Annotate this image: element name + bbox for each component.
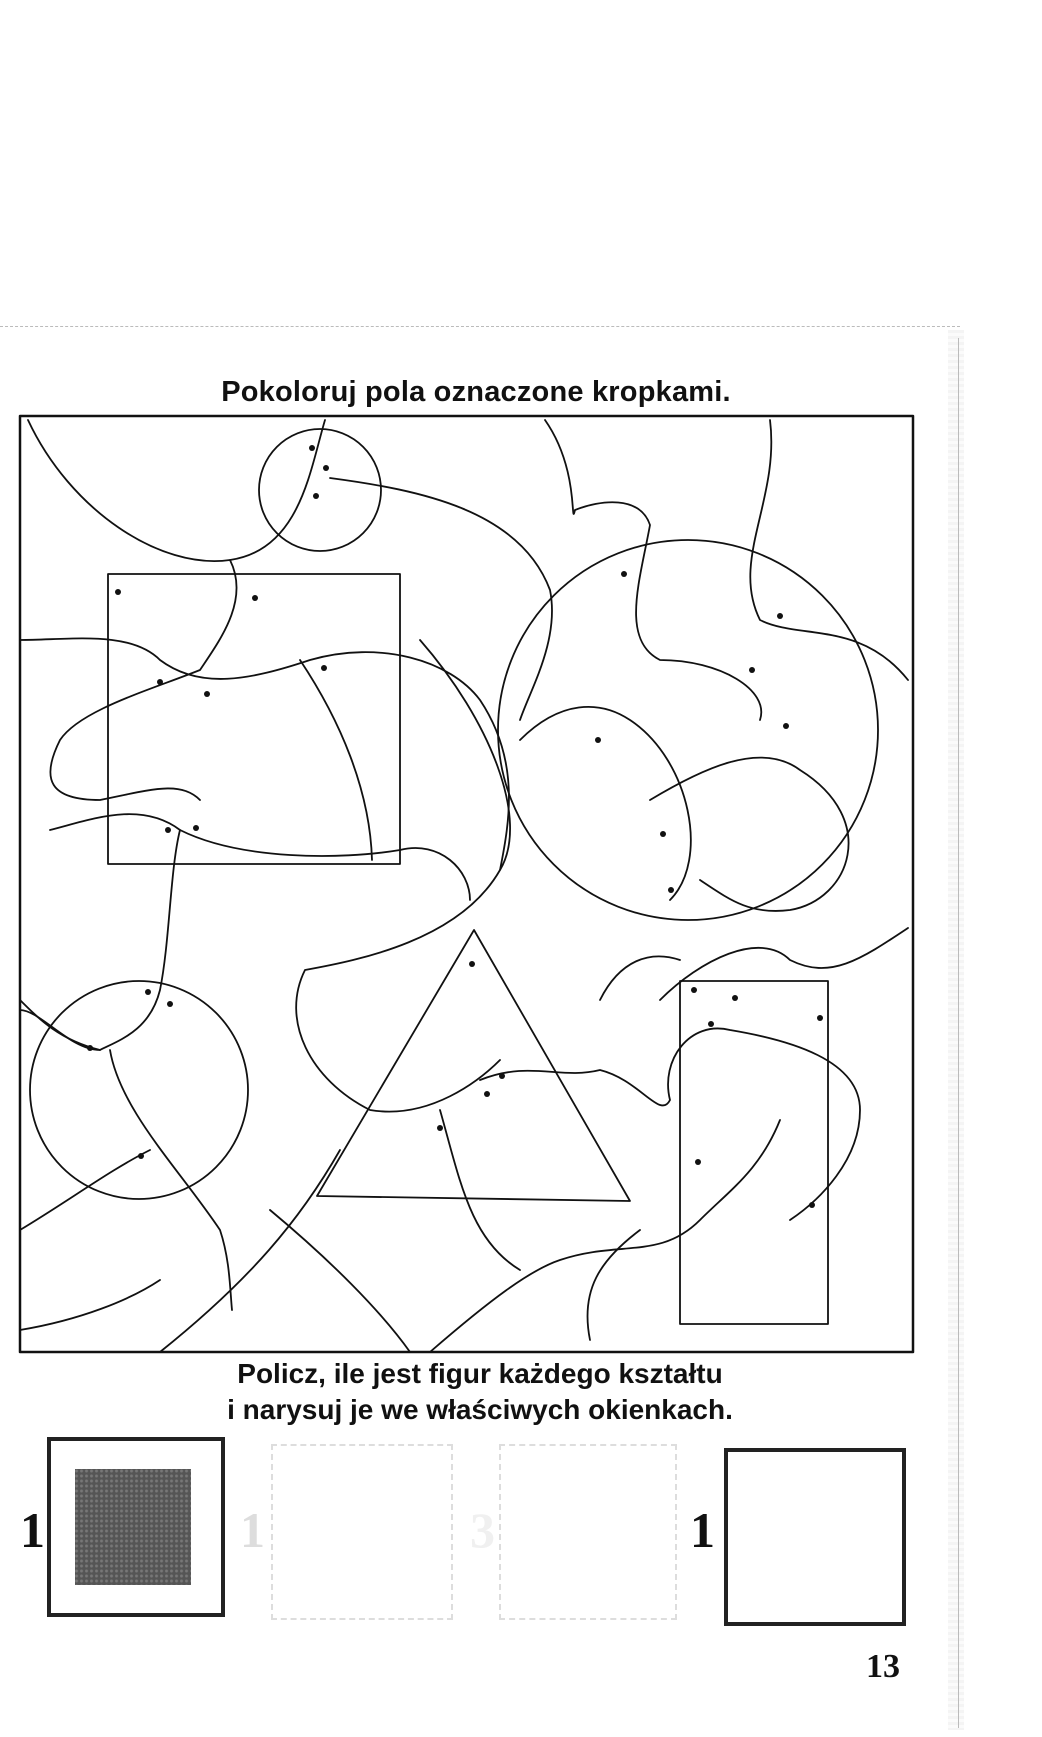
circle-shape (259, 429, 381, 551)
instruction-line-2: i narysuj je we właściwych okienkach. (227, 1394, 733, 1425)
triangle-shape (317, 930, 630, 1201)
answer-count-rectangle: 1 (690, 1502, 715, 1558)
dividing-curves (20, 420, 908, 1352)
square-shape (108, 574, 400, 864)
answer-count-square: 1 (20, 1502, 45, 1558)
instruction-line-1: Policz, ile jest figur każdego kształtu (237, 1358, 723, 1389)
answer-count-circle: 1 (240, 1502, 265, 1558)
page-title: Pokoloruj pola oznaczone kropkami. (221, 376, 731, 408)
page-number: 13 (866, 1648, 900, 1685)
rectangle-shape (680, 981, 828, 1324)
drawn-square-filled (75, 1469, 191, 1585)
answer-count-triangle: 3 (470, 1502, 495, 1558)
instruction-text (0, 1356, 960, 1428)
circle-shape (30, 981, 248, 1199)
answer-box-triangle[interactable] (499, 1444, 677, 1620)
answer-box-rectangle[interactable] (724, 1448, 906, 1626)
answer-box-square[interactable] (47, 1437, 225, 1617)
answer-box-circle[interactable] (271, 1444, 453, 1620)
